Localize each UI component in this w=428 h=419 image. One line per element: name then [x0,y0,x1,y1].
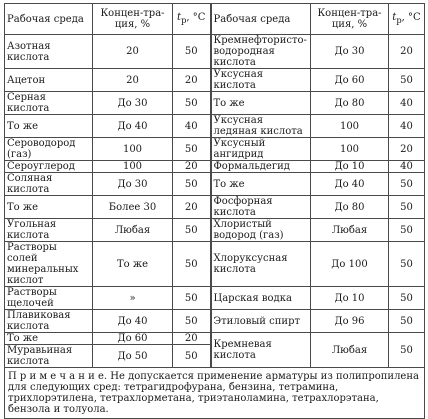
medium-cell: Растворы солей минеральных кислот [5,242,93,287]
conc-cell: 100 [93,138,173,161]
conc-cell: 100 [311,138,389,161]
temp-cell: 40 [389,161,425,173]
medium-cell: Кремнефтористоводородная кислота [211,35,311,69]
temp-cell: 50 [389,287,425,310]
temp-cell: 50 [389,69,425,92]
table-note: П р и м е ч а н и е. Не допускается применение арматуры из полипропилена для следующих сред: тетрагидрофурана, бензина, тетрамина, трихлорэтилена, тетрахлорметана, триэтаноламина, тетрахлорэтана, бензола и толуола. [5,368,425,419]
conc-cell: 20 [93,35,173,69]
conc-cell: До 10 [311,161,389,173]
conc-cell: До 40 [93,310,173,333]
temp-unit: , °C [401,12,421,23]
conc-cell: То же [93,242,173,287]
table-row [5,173,425,196]
medium-cell: Соляная кислота [5,173,93,196]
temp-cell: 50 [389,196,425,219]
table-row [5,161,425,173]
temp-cell: 50 [389,333,425,368]
header-conc-label: Концен-трация, % [100,8,165,30]
header-medium-right: Рабочая среда [211,4,311,35]
conc-cell: 100 [311,115,389,138]
medium-cell: Сероуглерод [5,161,93,173]
header-conc-left [93,4,173,35]
temp-cell: 50 [173,173,211,196]
medium-cell: Этиловый спирт [211,310,311,333]
table-row [5,115,425,138]
temp-cell: 50 [389,310,425,333]
conc-cell: До 40 [311,173,389,196]
temp-cell: 50 [173,345,211,368]
medium-cell: Растворы щелочей [5,287,93,310]
medium-cell: Царская водка [211,287,311,310]
header-conc-right [311,4,389,35]
temp-cell: 20 [173,161,211,173]
conc-cell: До 80 [311,196,389,219]
temp-cell: 20 [389,138,425,161]
temp-sub: p [396,15,402,25]
chemical-resistance-table [4,3,425,419]
temp-cell: 50 [389,219,425,242]
header-temp-left [173,4,211,35]
temp-cell: 20 [173,333,211,345]
table-row [5,35,425,69]
medium-cell: Уксусный ангидрид [211,138,311,161]
temp-cell: 40 [389,115,425,138]
temp-cell: 20 [173,69,211,92]
medium-cell: Фосфорная кислота [211,196,311,219]
header-medium-left: Рабочая среда [5,4,93,35]
conc-cell: » [93,287,173,310]
temp-cell: 40 [173,115,211,138]
medium-cell: То же [211,173,311,196]
conc-cell: Любая [311,333,389,368]
conc-cell: До 10 [311,287,389,310]
medium-cell: Уксусная ледяная кислота [211,115,311,138]
medium-cell: Формальдегид [211,161,311,173]
medium-cell: То же [5,196,93,219]
conc-cell: До 30 [311,35,389,69]
medium-cell: Хлоруксусная кислота [211,242,311,287]
conc-cell: До 100 [311,242,389,287]
conc-cell: До 60 [311,69,389,92]
temp-cell: 20 [389,35,425,69]
header-temp-right [389,4,425,35]
temp-cell: 50 [173,92,211,115]
header-row [5,4,425,35]
temp-cell: 50 [389,173,425,196]
medium-cell: То же [5,333,93,345]
medium-cell: Муравьиная кислота [5,345,93,368]
medium-cell: Хлористый водород (газ) [211,219,311,242]
table-row [5,333,425,345]
conc-cell: До 96 [311,310,389,333]
temp-cell: 40 [389,92,425,115]
temp-unit: , °C [186,12,206,23]
medium-cell: То же [5,115,93,138]
conc-cell: Любая [93,219,173,242]
conc-cell: До 40 [93,115,173,138]
table-row [5,196,425,219]
table-row [5,310,425,333]
table-row [5,138,425,161]
temp-cell: 50 [173,310,211,333]
temp-cell: 50 [389,242,425,287]
temp-cell: 50 [173,242,211,287]
conc-cell: До 60 [93,333,173,345]
temp-sub: p [181,15,187,25]
conc-cell: Более 30 [93,196,173,219]
table-row [5,287,425,310]
conc-cell: Любая [311,219,389,242]
medium-cell: Угольная кислота [5,219,93,242]
conc-cell: До 30 [93,92,173,115]
conc-cell: До 50 [93,345,173,368]
conc-cell: 100 [93,161,173,173]
temp-cell: 50 [173,219,211,242]
table-row [5,242,425,287]
temp-cell: 50 [173,287,211,310]
temp-cell: 50 [173,138,211,161]
conc-cell: До 30 [93,173,173,196]
temp-symbol: t [177,12,182,23]
medium-cell: Сероводород (газ) [5,138,93,161]
medium-cell: Уксусная кислота [211,69,311,92]
medium-cell: То же [211,92,311,115]
table-row [5,92,425,115]
temp-cell: 20 [173,196,211,219]
medium-cell: Кремневая кислота [211,333,311,368]
temp-cell: 50 [173,35,211,69]
temp-symbol: t [392,12,397,23]
table-row [5,69,425,92]
conc-cell: 20 [93,69,173,92]
note-row [5,368,425,419]
medium-cell: Азотная кислота [5,35,93,69]
medium-cell: Серная кислота [5,92,93,115]
conc-cell: До 80 [311,92,389,115]
medium-cell: Плавиковая кислота [5,310,93,333]
medium-cell: Ацетон [5,69,93,92]
table-row [5,219,425,242]
header-conc-label: Концен-трация, % [317,8,382,30]
